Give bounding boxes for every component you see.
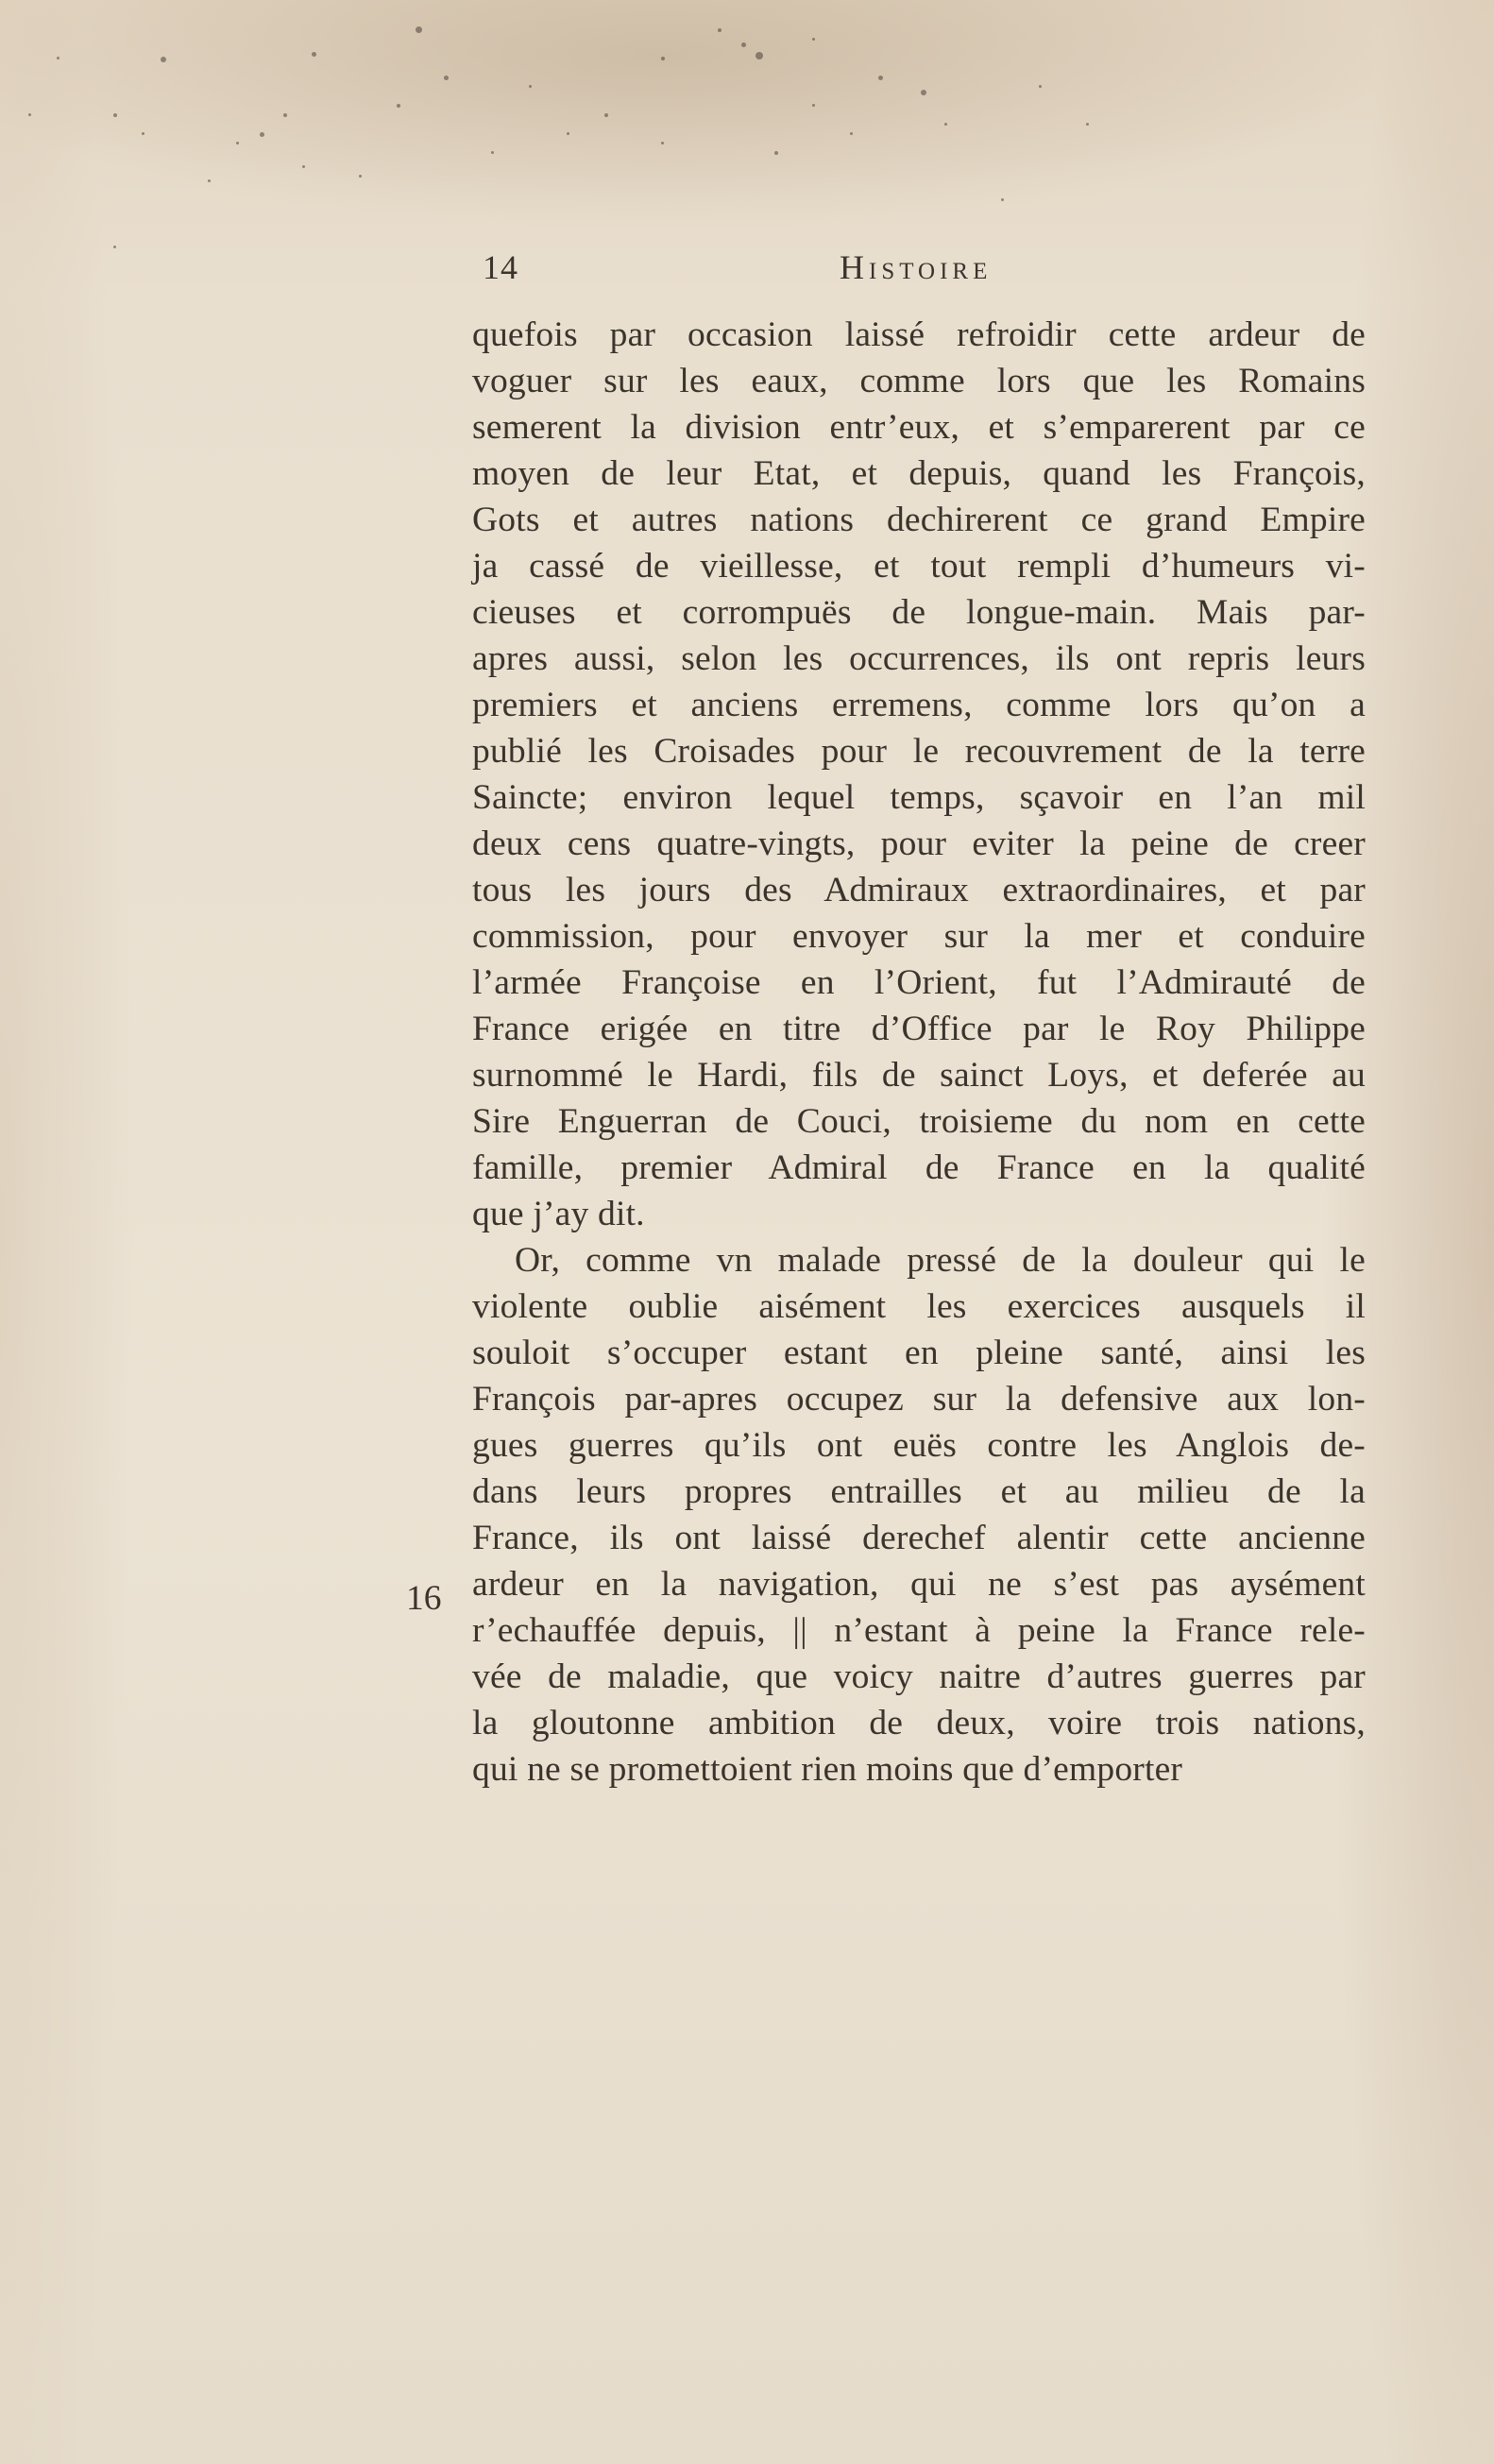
ink-speck	[850, 132, 853, 135]
text-line: dans leurs propres entrailles et au milieu de la	[472, 1472, 1366, 1511]
ink-speck	[812, 104, 815, 107]
ink-speck	[491, 151, 494, 154]
ink-speck	[312, 52, 316, 57]
text-line: surnommé le Hardi, fils de sainct Loys, et deferée au	[472, 1056, 1366, 1095]
ink-speck	[359, 175, 362, 178]
ink-speck	[921, 90, 926, 95]
ink-speck	[161, 57, 166, 62]
ink-speck	[236, 142, 239, 144]
text-line: vée de maladie, que voicy naitre d’autres guerres par	[472, 1657, 1366, 1696]
ink-speck	[208, 179, 211, 182]
ink-speck	[302, 165, 305, 168]
ink-speck	[755, 52, 763, 59]
text-line: Or, comme vn malade pressé de la douleur qui le	[515, 1241, 1366, 1280]
text-line: deux cens quatre-vingts, pour eviter la peine de creer	[472, 824, 1366, 863]
text-line: quefois par occasion laissé refroidir cette ardeur de	[472, 315, 1366, 354]
ink-speck	[113, 113, 117, 117]
text-line: France erigée en titre d’Office par le Roy Philippe	[472, 1010, 1366, 1048]
text-line: France, ils ont laissé derechef alentir cette ancienne	[472, 1519, 1366, 1557]
ink-speck	[529, 85, 532, 88]
ink-speck	[604, 113, 608, 117]
text-line: que j’ay dit.	[472, 1195, 645, 1233]
text-line: premiers et anciens erremens, comme lors qu’on a	[472, 686, 1366, 724]
text-line: r’echauffée depuis, || n’estant à peine la France rele-	[472, 1611, 1366, 1650]
ink-speck	[444, 76, 449, 80]
page-number: 14	[483, 248, 518, 286]
ink-speck	[567, 132, 569, 135]
text-line: l’armée Françoise en l’Orient, fut l’Admirauté de	[472, 963, 1366, 1002]
text-line: violente oublie aisément les exercices ausquels il	[472, 1287, 1366, 1326]
ink-speck	[812, 38, 815, 41]
margin-page-marker: 16	[406, 1579, 442, 1618]
ink-speck	[1001, 198, 1004, 201]
ink-speck	[1039, 85, 1042, 88]
text-line: semerent la division entr’eux, et s’emparerent par ce	[472, 408, 1366, 447]
running-title: Histoire	[840, 248, 993, 286]
ink-speck	[741, 42, 746, 47]
text-line: famille, premier Admiral de France en la qualité	[472, 1148, 1366, 1187]
ink-speck	[774, 151, 778, 155]
body-text	[472, 312, 1366, 1793]
running-head	[477, 247, 1025, 295]
text-line: publié les Croisades pour le recouvrement de la terre	[472, 732, 1366, 771]
text-line: Sire Enguerran de Couci, troisieme du nom en cette	[472, 1102, 1366, 1141]
ink-speck	[1086, 123, 1089, 126]
ink-speck	[397, 104, 400, 108]
text-line: gues guerres qu’ils ont euës contre les Anglois de-	[472, 1426, 1366, 1465]
text-line: tous les jours des Admiraux extraordinaires, et par	[472, 871, 1366, 909]
text-line: la gloutonne ambition de deux, voire trois nations,	[472, 1704, 1366, 1742]
text-line: commission, pour envoyer sur la mer et conduire	[472, 917, 1366, 956]
text-line: voguer sur les eaux, comme lors que les Romains	[472, 362, 1366, 400]
text-line: apres aussi, selon les occurrences, ils ont repris leurs	[472, 639, 1366, 678]
text-line: qui ne se promettoient rien moins que d’emporter	[472, 1750, 1183, 1789]
text-line: ardeur en la navigation, qui ne s’est pas aysément	[472, 1565, 1366, 1604]
ink-speck	[113, 246, 116, 248]
ink-speck	[28, 113, 31, 116]
ink-speck	[57, 57, 59, 59]
ink-speck	[416, 26, 422, 33]
text-line: cieuses et corrompuës de longue-main. Mais par-	[472, 593, 1366, 632]
text-line: Gots et autres nations dechirerent ce grand Empire	[472, 501, 1366, 539]
ink-speck	[661, 57, 665, 60]
text-line: François par-apres occupez sur la defensive aux lon-	[472, 1380, 1366, 1419]
ink-speck	[260, 132, 264, 137]
text-line: moyen de leur Etat, et depuis, quand les François,	[472, 454, 1366, 493]
ink-speck	[142, 132, 144, 135]
ink-speck	[283, 113, 287, 117]
ink-speck	[944, 123, 947, 126]
text-line: Saincte; environ lequel temps, sçavoir en l’an mil	[472, 778, 1366, 817]
ink-speck	[661, 142, 664, 144]
ink-speck	[878, 76, 883, 80]
text-line: souloit s’occuper estant en pleine santé, ainsi les	[472, 1334, 1366, 1372]
ink-speck	[718, 28, 722, 32]
text-line: ja cassé de vieillesse, et tout rempli d’humeurs vi-	[472, 547, 1366, 586]
